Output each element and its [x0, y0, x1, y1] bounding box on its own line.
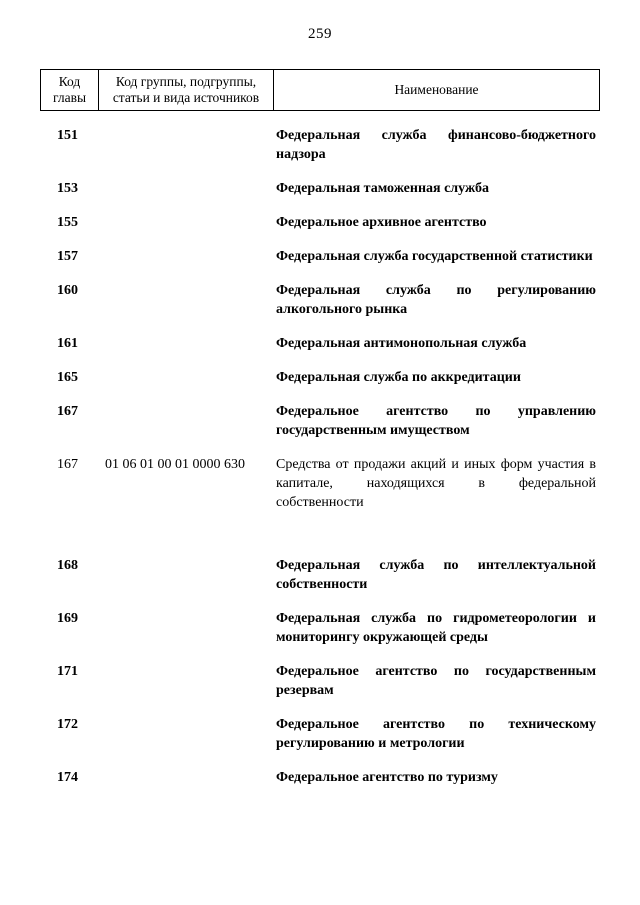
table-header-row [40, 69, 600, 111]
name-cell: Федеральное агентство по управлению государственным имуществом [276, 404, 596, 438]
name-cell: Федеральная служба по гидрометеорологии и мониторингу окружающей среды [276, 611, 596, 645]
name-cell: Федеральная служба по интеллектуальной собственности [276, 558, 596, 592]
table-row [40, 126, 600, 164]
group-code-cell [97, 247, 272, 266]
chapter-code-cell: 169 [57, 611, 78, 626]
table-row [40, 609, 600, 647]
chapter-code-cell: 151 [57, 128, 78, 143]
chapter-code-cell: 161 [57, 336, 78, 351]
chapter-code-cell: 155 [57, 215, 78, 230]
table-row [40, 368, 600, 387]
group-code-cell [97, 126, 272, 164]
codes-table [40, 69, 600, 787]
name-cell: Федеральная служба по аккредитации [276, 370, 521, 385]
chapter-code-cell: 167 [57, 404, 78, 419]
table-body [40, 111, 600, 787]
header-col-chapter-code: Код главы [52, 74, 87, 105]
chapter-code-cell: 167 [57, 457, 78, 472]
table-row [40, 247, 600, 266]
name-cell: Федеральное агентство по государственным резервам [276, 664, 596, 698]
group-code-cell [97, 662, 272, 700]
table-row [40, 402, 600, 440]
group-code-cell [97, 334, 272, 353]
name-cell: Федеральная таможенная служба [276, 181, 489, 196]
group-code-cell [97, 368, 272, 387]
table-row [40, 556, 600, 594]
group-code-cell [97, 715, 272, 753]
chapter-code-cell: 174 [57, 770, 78, 785]
chapter-code-cell: 153 [57, 181, 78, 196]
name-cell: Федеральная служба по регулированию алкогольного рынка [276, 283, 596, 317]
table-row [40, 662, 600, 700]
name-cell: Средства от продажи акций и иных форм участия в капитале, находящихся в федеральной собственности [276, 457, 596, 510]
table-row [40, 768, 600, 787]
name-cell: Федеральная служба государственной статистики [276, 249, 593, 264]
page-number: 259 [308, 26, 332, 42]
chapter-code-cell: 160 [57, 283, 78, 298]
name-cell: Федеральная служба финансово-бюджетного надзора [276, 128, 596, 162]
group-code-cell [97, 281, 272, 319]
group-code-cell [97, 609, 272, 647]
name-cell: Федеральное агентство по туризму [276, 770, 498, 785]
table-row [40, 334, 600, 353]
table-row [40, 179, 600, 198]
chapter-code-cell: 172 [57, 717, 78, 732]
chapter-code-cell: 171 [57, 664, 78, 679]
name-cell: Федеральное агентство по техническому регулированию и метрологии [276, 717, 596, 751]
header-col-group-code: Код группы, подгруппы, статьи и вида источников [98, 70, 273, 110]
table-row [40, 455, 600, 512]
group-code-cell [97, 556, 272, 594]
table-row [40, 213, 600, 232]
table-row [40, 715, 600, 753]
header-col-name: Наименование [273, 70, 599, 110]
chapter-code-cell: 157 [57, 249, 78, 264]
name-cell: Федеральное архивное агентство [276, 215, 487, 230]
chapter-code-cell: 165 [57, 370, 78, 385]
group-code-cell [97, 213, 272, 232]
group-code-cell [97, 402, 272, 440]
group-code-cell [97, 179, 272, 198]
group-code-cell: 01 06 01 00 01 0000 630 [105, 457, 245, 472]
group-code-cell [97, 768, 272, 787]
table-row [40, 281, 600, 319]
name-cell: Федеральная антимонопольная служба [276, 336, 527, 351]
chapter-code-cell: 168 [57, 558, 78, 573]
